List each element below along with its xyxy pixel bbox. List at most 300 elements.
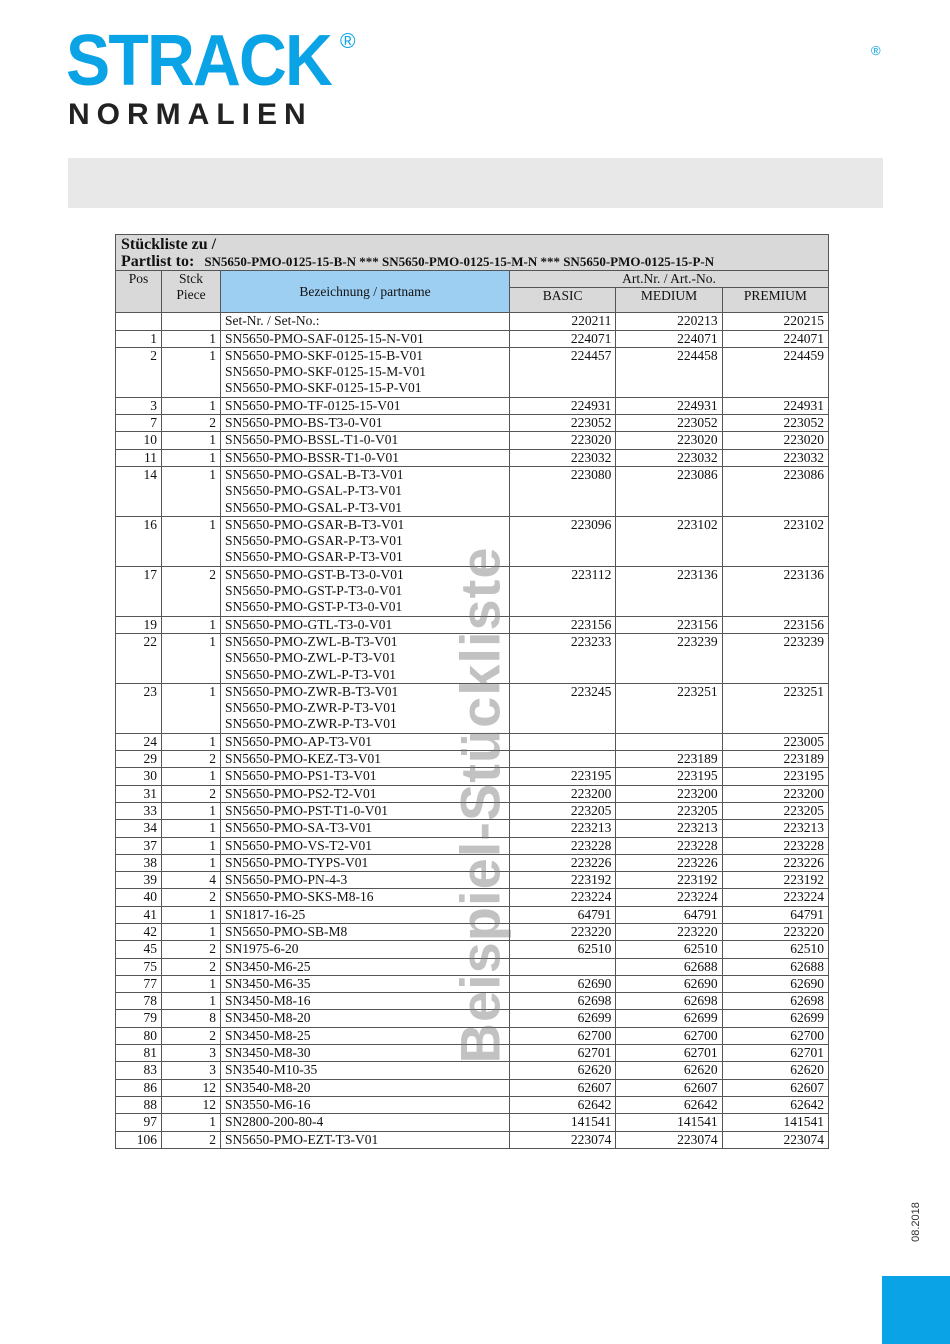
premium-cell: 224071 (722, 330, 828, 347)
table-row (116, 466, 829, 516)
medium-cell: 223220 (616, 923, 722, 940)
partname-cell (221, 1027, 510, 1044)
partname-cell (221, 415, 510, 432)
pos-cell: 29 (116, 751, 162, 768)
piece-cell: 1 (162, 432, 221, 449)
medium-cell: 62698 (616, 993, 722, 1010)
partname-cell (221, 975, 510, 992)
medium-cell: 223195 (616, 768, 722, 785)
medium-cell: 223224 (616, 889, 722, 906)
premium-cell: 223052 (722, 415, 828, 432)
piece-cell: 4 (162, 872, 221, 889)
pos-cell: 83 (116, 1062, 162, 1079)
medium-cell: 62607 (616, 1079, 722, 1096)
partname-cell (221, 566, 510, 616)
basic-cell: 223032 (510, 449, 616, 466)
piece-cell: 2 (162, 1027, 221, 1044)
premium-cell: 62699 (722, 1010, 828, 1027)
partname-cell (221, 683, 510, 733)
premium-cell: 62642 (722, 1096, 828, 1113)
basic-cell: 64791 (510, 906, 616, 923)
partname-cell (221, 466, 510, 516)
table-row (116, 837, 829, 854)
partname-cell (221, 633, 510, 683)
piece-cell: 8 (162, 1010, 221, 1027)
basic-cell: 223195 (510, 768, 616, 785)
pos-cell: 7 (116, 415, 162, 432)
partname-line: SN5650-PMO-ZWL-B-T3-V01 (225, 633, 398, 649)
piece-cell: 2 (162, 1131, 221, 1148)
partname-line: SN5650-PMO-ZWR-B-T3-V01 (225, 683, 399, 699)
partname-line: SN5650-PMO-VS-T2-V01 (225, 837, 373, 853)
table-row (116, 906, 829, 923)
medium-cell: 223020 (616, 432, 722, 449)
partname-cell (221, 313, 510, 330)
table-row (116, 633, 829, 683)
partname-cell (221, 993, 510, 1010)
medium-cell: 223251 (616, 683, 722, 733)
partname-cell (221, 432, 510, 449)
piece-cell: 3 (162, 1045, 221, 1062)
col-basic-header: BASIC (510, 288, 616, 313)
basic-cell: 223213 (510, 820, 616, 837)
partname-line: SN5650-PMO-PN-4-3 (225, 872, 348, 888)
premium-cell: 223074 (722, 1131, 828, 1148)
medium-cell: 223189 (616, 751, 722, 768)
parts-table-body (116, 313, 829, 1149)
piece-cell: 1 (162, 449, 221, 466)
basic-cell: 223205 (510, 802, 616, 819)
medium-cell: 62699 (616, 1010, 722, 1027)
premium-cell: 62701 (722, 1045, 828, 1062)
table-row (116, 820, 829, 837)
partname-cell (221, 872, 510, 889)
partname-cell (221, 768, 510, 785)
medium-cell: 62510 (616, 941, 722, 958)
partname-line: SN5650-PMO-PS2-T2-V01 (225, 785, 377, 801)
medium-cell: 220213 (616, 313, 722, 330)
partname-line: SN3450-M8-20 (225, 1010, 311, 1026)
table-row (116, 683, 829, 733)
pos-cell: 3 (116, 397, 162, 414)
pos-cell: 86 (116, 1079, 162, 1096)
pos-cell: 24 (116, 733, 162, 750)
partname-cell (221, 1114, 510, 1131)
piece-cell: 1 (162, 975, 221, 992)
partname-line: SN5650-PMO-GSAL-B-T3-V01 (225, 466, 404, 482)
piece-cell: 2 (162, 958, 221, 975)
piece-cell: 3 (162, 1062, 221, 1079)
medium-cell: 223192 (616, 872, 722, 889)
partname-cell (221, 854, 510, 871)
partname-line: SN1817-16-25 (225, 906, 306, 922)
basic-cell: 223220 (510, 923, 616, 940)
basic-cell: 223074 (510, 1131, 616, 1148)
premium-cell: 223213 (722, 820, 828, 837)
partname-cell (221, 330, 510, 347)
pos-cell: 37 (116, 837, 162, 854)
table-row (116, 1027, 829, 1044)
piece-cell: 1 (162, 397, 221, 414)
table-row (116, 1096, 829, 1113)
partlist-label: Partlist to: (121, 253, 195, 270)
table-row (116, 397, 829, 414)
partname-line: SN5650-PMO-SB-M8 (225, 923, 348, 939)
piece-cell: 1 (162, 1114, 221, 1131)
pos-cell: 30 (116, 768, 162, 785)
pos-cell: 22 (116, 633, 162, 683)
medium-cell: 223086 (616, 466, 722, 516)
basic-cell: 62698 (510, 993, 616, 1010)
partlist-value: SN5650-PMO-0125-15-B-N *** SN5650-PMO-0125-15-M-N *** SN5650-PMO-0125-15-P-N (204, 254, 715, 269)
basic-cell: 62620 (510, 1062, 616, 1079)
partname-line: SN3550-M6-16 (225, 1096, 311, 1112)
basic-cell: 62690 (510, 975, 616, 992)
medium-cell: 223205 (616, 802, 722, 819)
pos-cell: 11 (116, 449, 162, 466)
pos-cell: 34 (116, 820, 162, 837)
table-row (116, 802, 829, 819)
partname-cell (221, 1096, 510, 1113)
table-row (116, 415, 829, 432)
piece-cell: 1 (162, 516, 221, 566)
corner-tab (882, 1276, 950, 1344)
partname-line: SN5650-PMO-TYPS-V01 (225, 854, 369, 870)
table-row (116, 923, 829, 940)
piece-cell: 2 (162, 941, 221, 958)
partname-line: SN5650-PMO-SA-T3-V01 (225, 820, 373, 836)
premium-cell: 224459 (722, 347, 828, 397)
premium-cell: 62510 (722, 941, 828, 958)
col-pos-header: Pos (116, 271, 162, 313)
premium-cell: 223226 (722, 854, 828, 871)
partname-line: SN5650-PMO-SKF-0125-15-P-V01 (225, 380, 422, 396)
basic-cell: 62607 (510, 1079, 616, 1096)
basic-cell: 224071 (510, 330, 616, 347)
partname-line: SN3450-M6-35 (225, 975, 311, 991)
premium-cell: 220215 (722, 313, 828, 330)
partname-line: Set-Nr. / Set-No.: (225, 313, 320, 329)
medium-cell: 62700 (616, 1027, 722, 1044)
medium-cell: 224931 (616, 397, 722, 414)
piece-cell: 1 (162, 854, 221, 871)
pos-cell: 23 (116, 683, 162, 733)
piece-cell: 2 (162, 785, 221, 802)
partname-cell (221, 1010, 510, 1027)
piece-cell: 1 (162, 330, 221, 347)
logo-registered-mark: ® (340, 30, 356, 53)
piece-cell: 1 (162, 837, 221, 854)
table-row (116, 733, 829, 750)
pos-cell: 40 (116, 889, 162, 906)
table-row (116, 1010, 829, 1027)
partname-line: SN5650-PMO-SKS-M8-16 (225, 889, 374, 905)
piece-cell: 1 (162, 347, 221, 397)
basic-cell: 224931 (510, 397, 616, 414)
basic-cell: 141541 (510, 1114, 616, 1131)
premium-cell: 62690 (722, 975, 828, 992)
premium-cell: 223228 (722, 837, 828, 854)
pos-cell: 78 (116, 993, 162, 1010)
partname-line: SN5650-PMO-GST-P-T3-0-V01 (225, 599, 403, 615)
premium-cell: 223192 (722, 872, 828, 889)
partname-cell (221, 906, 510, 923)
table-row (116, 1131, 829, 1148)
premium-cell: 223220 (722, 923, 828, 940)
pos-cell: 17 (116, 566, 162, 616)
pos-cell: 31 (116, 785, 162, 802)
partname-cell (221, 889, 510, 906)
piece-cell: 1 (162, 683, 221, 733)
premium-cell: 223086 (722, 466, 828, 516)
pos-cell: 80 (116, 1027, 162, 1044)
basic-cell: 224457 (510, 347, 616, 397)
premium-cell: 62620 (722, 1062, 828, 1079)
partname-cell (221, 1062, 510, 1079)
table-row (116, 516, 829, 566)
partname-cell (221, 785, 510, 802)
piece-cell: 1 (162, 616, 221, 633)
pos-cell: 10 (116, 432, 162, 449)
premium-cell: 223239 (722, 633, 828, 683)
piece-cell: 1 (162, 923, 221, 940)
partname-line: SN1975-6-20 (225, 941, 299, 957)
medium-cell: 223200 (616, 785, 722, 802)
piece-cell: 1 (162, 993, 221, 1010)
piece-cell: 2 (162, 751, 221, 768)
piece-cell: 1 (162, 466, 221, 516)
partname-cell (221, 1131, 510, 1148)
pos-cell: 77 (116, 975, 162, 992)
pos-cell (116, 313, 162, 330)
premium-cell: 141541 (722, 1114, 828, 1131)
piece-cell: 1 (162, 733, 221, 750)
col-piece-label: Piece (176, 287, 206, 303)
piece-cell: 2 (162, 889, 221, 906)
partname-line: SN5650-PMO-ZWR-P-T3-V01 (225, 700, 397, 716)
table-row (116, 768, 829, 785)
premium-cell: 223205 (722, 802, 828, 819)
partname-line: SN5650-PMO-AP-T3-V01 (225, 733, 373, 749)
piece-cell: 1 (162, 633, 221, 683)
medium-cell: 62690 (616, 975, 722, 992)
partname-cell (221, 820, 510, 837)
piece-cell: 1 (162, 820, 221, 837)
basic-cell: 223228 (510, 837, 616, 854)
partname-line: SN5650-PMO-SKF-0125-15-M-V01 (225, 364, 427, 380)
medium-cell (616, 733, 722, 750)
partname-line: SN5650-PMO-SKF-0125-15-B-V01 (225, 347, 424, 363)
medium-cell: 62688 (616, 958, 722, 975)
strack-logo (66, 21, 366, 140)
table-row (116, 432, 829, 449)
partname-cell (221, 802, 510, 819)
pos-cell: 97 (116, 1114, 162, 1131)
medium-cell: 223239 (616, 633, 722, 683)
partname-line: SN5650-PMO-GST-B-T3-0-V01 (225, 566, 404, 582)
table-row (116, 1114, 829, 1131)
basic-cell: 223245 (510, 683, 616, 733)
pos-cell: 81 (116, 1045, 162, 1062)
partname-line: SN5650-PMO-ZWL-P-T3-V01 (225, 650, 396, 666)
medium-cell: 64791 (616, 906, 722, 923)
registered-mark: ® (871, 43, 881, 58)
pos-cell: 16 (116, 516, 162, 566)
parts-list-title: Stückliste zu / (121, 236, 217, 253)
partlist-line (121, 253, 823, 270)
premium-cell: 62607 (722, 1079, 828, 1096)
premium-cell: 224931 (722, 397, 828, 414)
medium-cell: 62620 (616, 1062, 722, 1079)
basic-cell: 62699 (510, 1010, 616, 1027)
pos-cell: 45 (116, 941, 162, 958)
basic-cell: 223192 (510, 872, 616, 889)
premium-cell: 223200 (722, 785, 828, 802)
partname-cell (221, 733, 510, 750)
pos-cell: 2 (116, 347, 162, 397)
basic-cell: 62701 (510, 1045, 616, 1062)
table-row (116, 347, 829, 397)
medium-cell: 223156 (616, 616, 722, 633)
partname-line: SN5650-PMO-KEZ-T3-V01 (225, 751, 381, 767)
table-row (116, 993, 829, 1010)
pos-cell: 75 (116, 958, 162, 975)
table-row (116, 1045, 829, 1062)
table-row (116, 313, 829, 330)
premium-cell: 223251 (722, 683, 828, 733)
basic-cell: 223156 (510, 616, 616, 633)
partname-line: SN3540-M8-20 (225, 1079, 311, 1095)
pos-cell: 42 (116, 923, 162, 940)
basic-cell: 220211 (510, 313, 616, 330)
piece-cell (162, 313, 221, 330)
partname-line: SN5650-PMO-GST-P-T3-0-V01 (225, 583, 403, 599)
premium-cell: 64791 (722, 906, 828, 923)
medium-cell: 223228 (616, 837, 722, 854)
parts-list (115, 234, 829, 1149)
logo-wordmark-normalien: NORMALIEN (68, 98, 313, 131)
partname-line: SN5650-PMO-BSSR-T1-0-V01 (225, 449, 400, 465)
premium-cell: 223005 (722, 733, 828, 750)
basic-cell: 223020 (510, 432, 616, 449)
pos-cell: 38 (116, 854, 162, 871)
basic-cell: 223224 (510, 889, 616, 906)
pos-cell: 41 (116, 906, 162, 923)
partname-cell (221, 616, 510, 633)
table-row (116, 941, 829, 958)
basic-cell: 223112 (510, 566, 616, 616)
header-band (68, 158, 883, 208)
col-premium-header: PREMIUM (722, 288, 828, 313)
pos-cell: 106 (116, 1131, 162, 1148)
parts-list-header (115, 234, 829, 270)
watermark: Beispiel-Stückliste (448, 546, 512, 1064)
partname-line: SN3450-M8-30 (225, 1045, 311, 1061)
table-row (116, 872, 829, 889)
basic-cell: 223226 (510, 854, 616, 871)
partname-line: SN5650-PMO-ZWL-P-T3-V01 (225, 666, 396, 682)
partname-cell (221, 347, 510, 397)
piece-cell: 2 (162, 415, 221, 432)
piece-cell: 1 (162, 906, 221, 923)
premium-cell: 223136 (722, 566, 828, 616)
col-artnr-header: Art.Nr. / Art.-No. (510, 271, 829, 288)
medium-cell: 62642 (616, 1096, 722, 1113)
partname-cell (221, 516, 510, 566)
basic-cell (510, 958, 616, 975)
logo-wordmark-strack: STRACK (66, 21, 331, 101)
medium-cell: 223213 (616, 820, 722, 837)
medium-cell: 223136 (616, 566, 722, 616)
basic-cell: 62700 (510, 1027, 616, 1044)
piece-cell: 1 (162, 802, 221, 819)
partname-line: SN5650-PMO-ZWR-P-T3-V01 (225, 716, 397, 732)
piece-cell: 1 (162, 768, 221, 785)
premium-cell: 62688 (722, 958, 828, 975)
partname-cell (221, 449, 510, 466)
table-row (116, 1062, 829, 1079)
premium-cell: 223189 (722, 751, 828, 768)
basic-cell (510, 751, 616, 768)
partname-line: SN5650-PMO-GSAR-B-T3-V01 (225, 516, 405, 532)
partname-cell (221, 837, 510, 854)
partname-cell (221, 751, 510, 768)
pos-cell: 39 (116, 872, 162, 889)
basic-cell: 223052 (510, 415, 616, 432)
premium-cell: 223102 (722, 516, 828, 566)
partname-cell (221, 1045, 510, 1062)
premium-cell: 62700 (722, 1027, 828, 1044)
table-row (116, 958, 829, 975)
basic-cell: 62510 (510, 941, 616, 958)
table-row (116, 449, 829, 466)
premium-cell: 62698 (722, 993, 828, 1010)
partname-line: SN5650-PMO-GSAL-P-T3-V01 (225, 499, 403, 515)
pos-cell: 14 (116, 466, 162, 516)
partname-line: SN3450-M6-25 (225, 958, 311, 974)
partname-line: SN5650-PMO-BSSL-T1-0-V01 (225, 432, 399, 448)
medium-cell: 223226 (616, 854, 722, 871)
piece-cell: 12 (162, 1096, 221, 1113)
pos-cell: 33 (116, 802, 162, 819)
pos-cell: 1 (116, 330, 162, 347)
medium-cell: 224071 (616, 330, 722, 347)
table-row (116, 1079, 829, 1096)
partname-cell (221, 923, 510, 940)
pos-cell: 79 (116, 1010, 162, 1027)
partname-line: SN5650-PMO-BS-T3-0-V01 (225, 415, 383, 431)
table-row (116, 616, 829, 633)
partname-cell (221, 1079, 510, 1096)
partname-cell (221, 397, 510, 414)
partname-line: SN5650-PMO-GTL-T3-0-V01 (225, 616, 393, 632)
partname-line: SN5650-PMO-PS1-T3-V01 (225, 768, 377, 784)
basic-cell (510, 733, 616, 750)
table-row (116, 566, 829, 616)
partname-cell (221, 941, 510, 958)
medium-cell: 62701 (616, 1045, 722, 1062)
table-row (116, 854, 829, 871)
piece-cell: 12 (162, 1079, 221, 1096)
parts-table (115, 270, 829, 1149)
basic-cell: 62642 (510, 1096, 616, 1113)
col-name-header: Bezeichnung / partname (221, 271, 510, 313)
table-row (116, 751, 829, 768)
partname-line: SN5650-PMO-SAF-0125-15-N-V01 (225, 330, 424, 346)
table-row (116, 975, 829, 992)
pos-cell: 88 (116, 1096, 162, 1113)
partname-line: SN5650-PMO-GSAR-P-T3-V01 (225, 549, 403, 565)
